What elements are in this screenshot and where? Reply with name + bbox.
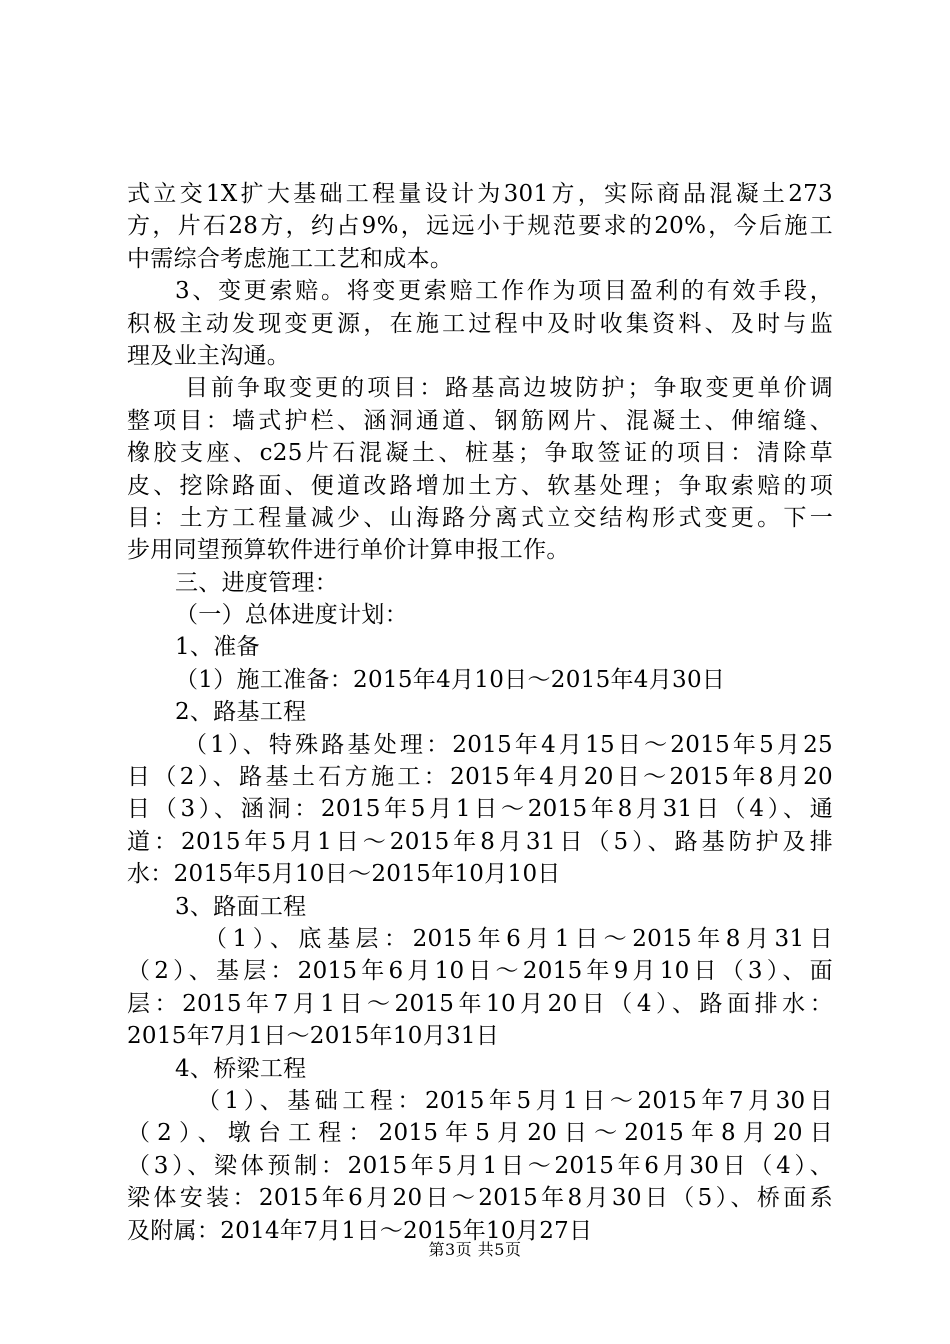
- text-line: （1）施工准备：2015年4月10日～2015年4月30日: [175, 666, 726, 693]
- item-heading: 2、路基工程: [175, 699, 307, 726]
- text-line: 层：2015年7月1日～2015年10月20日（4）、路面排水：: [127, 990, 833, 1017]
- text-line: 步用同望预算软件进行单价计算申报工作。: [127, 537, 570, 564]
- document-body: [127, 178, 833, 1247]
- text-line: 积极主动发现变更源，在施工过程中及时收集资料、及时与监: [127, 310, 833, 337]
- text-line: 3、变更索赔。将变更索赔工作作为项目盈利的有效手段，: [175, 278, 833, 305]
- text-line: （1）、底基层：2015年6月1日～2015年8月31日: [204, 925, 833, 952]
- text-line: 梁体安装：2015年6月20日～2015年8月30日（5）、桥面系: [127, 1185, 833, 1212]
- text-line: （1）、特殊路基处理：2015年4月15日～2015年5月25: [184, 731, 833, 758]
- page-number-footer: 第3页 共5页: [428, 1240, 522, 1259]
- text-line: 理及业主沟通。: [127, 342, 291, 369]
- text-line: 道：2015年5月1日～2015年8月31日（5）、路基防护及排: [127, 828, 833, 855]
- text-line: 式立交1X扩大基础工程量设计为301方，实际商品混凝土273: [127, 181, 833, 207]
- text-line: 日（2）、路基土石方施工：2015年4月20日～2015年8月20: [127, 764, 833, 791]
- text-line: （2）、基层：2015年6月10日～2015年9月10日（3）、面: [127, 958, 833, 985]
- text-line: 目前争取变更的项目：路基高边坡防护；争取变更单价调: [185, 375, 833, 402]
- item-heading: 3、路面工程: [175, 893, 307, 920]
- item-heading: 1、准备: [175, 634, 260, 661]
- section-heading: 三、进度管理：: [175, 569, 339, 596]
- text-line: 水：2015年5月10日～2015年10月10日: [127, 861, 561, 888]
- text-line: （3）、梁体预制：2015年5月1日～2015年6月30日（4）、: [127, 1152, 833, 1179]
- text-line: （2）、墩台工程：2015年5月20日～2015年8月20日: [127, 1120, 833, 1147]
- subsection-heading: （一）总体进度计划：: [175, 602, 408, 629]
- text-line: 目：土方工程量减少、山海路分离式立交结构形式变更。下一: [127, 504, 833, 531]
- text-line: 日（3）、涵洞：2015年5月1日～2015年8月31日（4）、通: [127, 796, 833, 823]
- text-line: 整项目：墙式护栏、涵洞通道、钢筋网片、混凝土、伸缩缝、: [127, 407, 833, 434]
- text-line: （1）、基础工程：2015年5月1日～2015年7月30日: [197, 1087, 833, 1114]
- item-heading: 4、桥梁工程: [175, 1055, 307, 1082]
- text-line: 及附属：2014年7月1日～2015年10月27日: [127, 1217, 593, 1244]
- text-line: 皮、挖除路面、便道改路增加土方、软基处理；争取索赔的项: [127, 472, 833, 499]
- text-line: 2015年7月1日～2015年10月31日: [127, 1023, 500, 1050]
- text-line: 橡胶支座、c25片石混凝土、桩基；争取签证的项目：清除草: [127, 440, 833, 467]
- text-line: 中需综合考虑施工工艺和成本。: [127, 245, 454, 272]
- text-line: 方，片石28方，约占9%，远远小于规范要求的20%，今后施工: [127, 213, 833, 240]
